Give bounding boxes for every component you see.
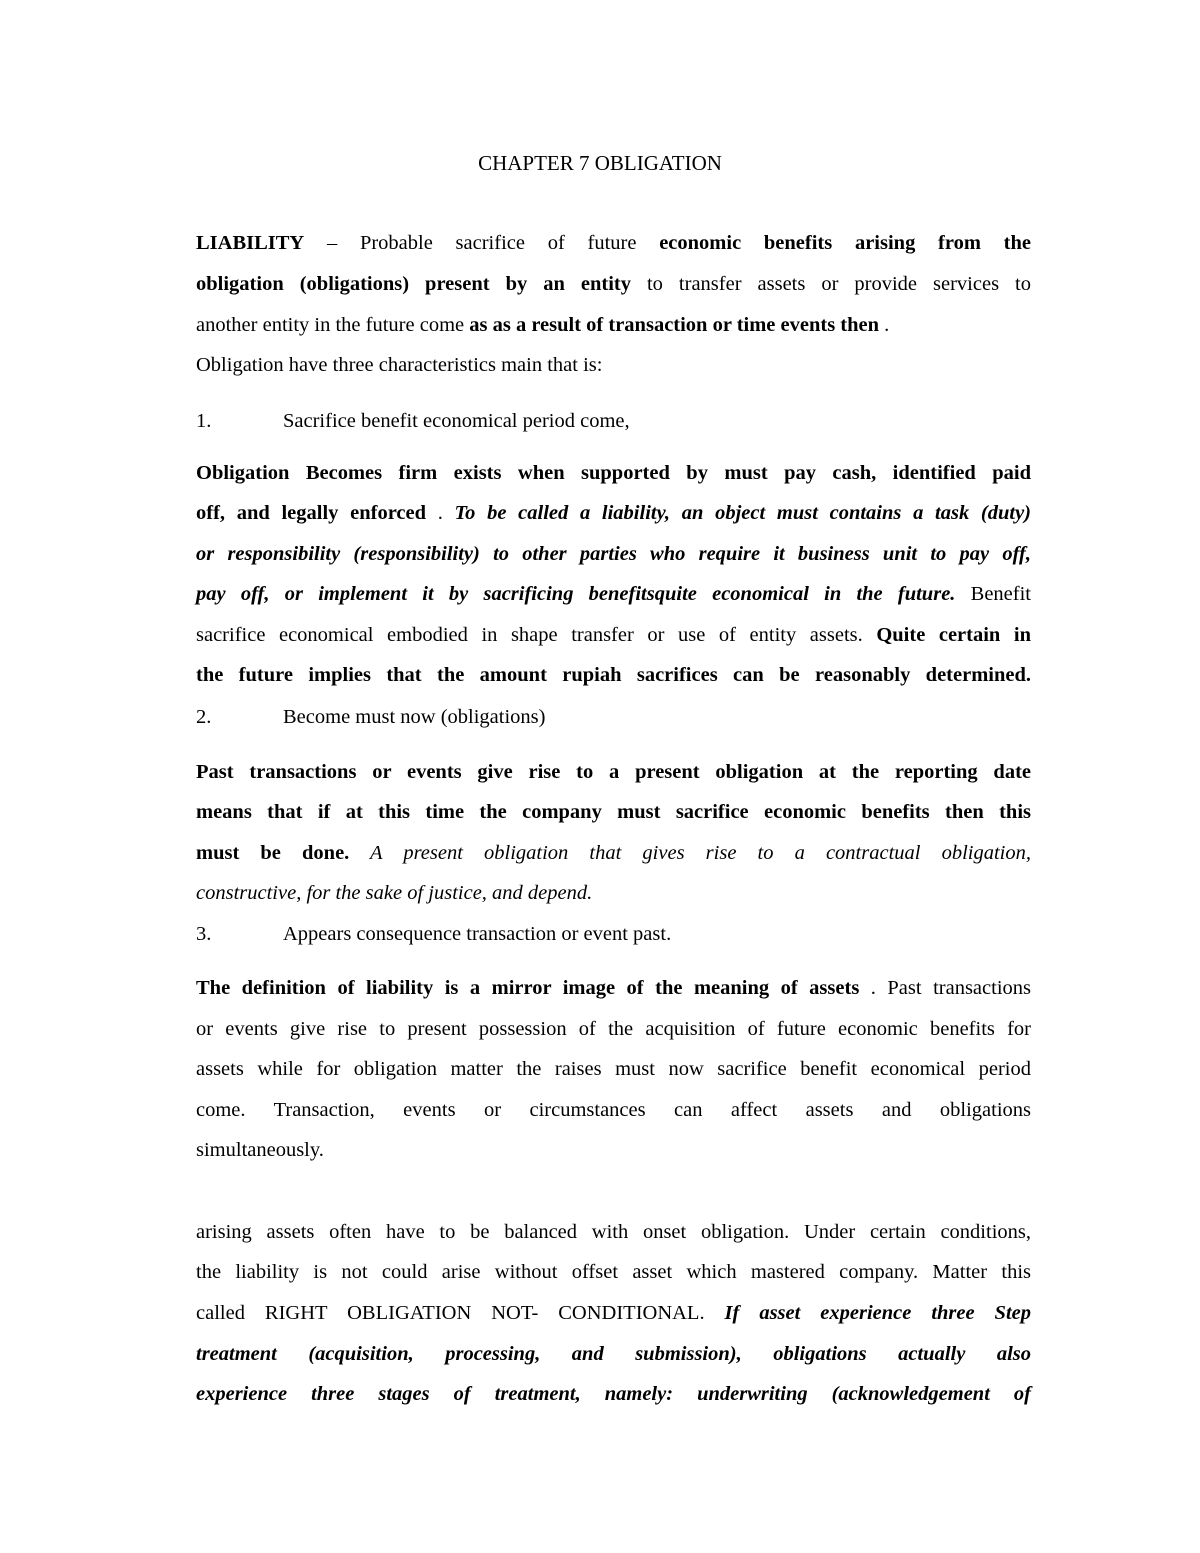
text-span: sacrifice economical embodied in shape transfer or use of entity assets. bbox=[196, 624, 877, 646]
list-item-2 bbox=[196, 704, 1031, 730]
text-span: another entity in the future come bbox=[196, 314, 470, 336]
p5-line-4: treatment (acquisition, processing, and submission), obligations actually also bbox=[196, 1343, 1031, 1365]
p3-line-2: means that if at this time the company must sacrifice economic benefits then this bbox=[196, 801, 1031, 823]
list-item-1 bbox=[196, 408, 1031, 434]
p4-line-3: assets while for obligation matter the raises must now sacrifice benefit economical period bbox=[196, 1058, 1031, 1080]
list-number: 1. bbox=[196, 410, 212, 432]
text-span: to transfer assets or provide services to bbox=[630, 273, 1031, 295]
term-liability: LIABILITY bbox=[196, 232, 305, 254]
p2-line-6: the future implies that the amount rupiah sacrifices can be reasonably determined. bbox=[196, 664, 1031, 686]
bold-span: off, and legally enforced bbox=[196, 502, 427, 524]
p4-line-1 bbox=[196, 975, 1031, 1001]
p3-line-1: Past transactions or events give rise to a present obligation at the reporting date bbox=[196, 761, 1031, 783]
italic-span: A present obligation that gives rise to a contractual obligation, bbox=[349, 842, 1031, 864]
bold-span: Quite certain in bbox=[876, 624, 1031, 646]
p2-line-5 bbox=[196, 622, 1031, 648]
bold-italic-span: To be called a liability, an object must contains a task (duty) bbox=[454, 502, 1031, 524]
text-span: Benefit bbox=[955, 583, 1031, 605]
text-span: . Past transactions bbox=[859, 977, 1031, 999]
list-text: Become must now (obligations) bbox=[283, 706, 546, 728]
bold-italic-span: pay off, or implement it by sacrificing benefitsquite economical in the future. bbox=[196, 583, 956, 605]
bold-italic-span: If asset experience three Step bbox=[724, 1302, 1031, 1324]
chapter-title: CHAPTER 7 OBLIGATION bbox=[478, 151, 722, 175]
p2-line-4 bbox=[196, 581, 1031, 607]
list-text: Appears consequence transaction or event past. bbox=[283, 923, 672, 945]
bold-span: as as a result of transaction or time events then bbox=[469, 314, 880, 336]
bold-span: obligation (obligations) present by an entity bbox=[196, 273, 631, 295]
text-span: . bbox=[426, 502, 455, 524]
p2-line-3: or responsibility (responsibility) to other parties who require it business unit to pay off, bbox=[196, 543, 1031, 565]
p3-line-4: constructive, for the sake of justice, and depend. bbox=[196, 882, 593, 904]
p5-line-3 bbox=[196, 1300, 1031, 1326]
bold-span: must be done. bbox=[196, 842, 350, 864]
p4-line-5: simultaneously. bbox=[196, 1139, 324, 1161]
p1-line-2 bbox=[196, 271, 1031, 297]
bold-span: The definition of liability is a mirror image of the meaning of assets bbox=[196, 977, 860, 999]
p2-line-2 bbox=[196, 500, 1031, 526]
list-number: 3. bbox=[196, 923, 212, 945]
list-text: Sacrifice benefit economical period come, bbox=[283, 410, 630, 432]
p3-line-3 bbox=[196, 840, 1031, 866]
text-span: . bbox=[879, 314, 890, 336]
p5-line-1: arising assets often have to be balanced with onset obligation. Under certain conditions, bbox=[196, 1221, 1031, 1243]
list-item-3 bbox=[196, 921, 1031, 947]
p1-line-1 bbox=[196, 230, 1031, 256]
p5-line-2: the liability is not could arise without offset asset which mastered company. Matter this bbox=[196, 1261, 1031, 1283]
list-number: 2. bbox=[196, 706, 212, 728]
p1-line-4: Obligation have three characteristics main that is: bbox=[196, 354, 603, 376]
p2-line-1: Obligation Becomes firm exists when supported by must pay cash, identified paid bbox=[196, 462, 1031, 484]
p4-line-2: or events give rise to present possession of the acquisition of future economic benefits for bbox=[196, 1018, 1031, 1040]
text-span: – Probable sacrifice of future bbox=[304, 232, 660, 254]
p4-line-4: come. Transaction, events or circumstances can affect assets and obligations bbox=[196, 1099, 1031, 1121]
text-span: called RIGHT OBLIGATION NOT- CONDITIONAL. bbox=[196, 1302, 725, 1324]
p1-line-3 bbox=[196, 312, 1031, 338]
p5-line-5: experience three stages of treatment, namely: underwriting (acknowledgement of bbox=[196, 1383, 1031, 1405]
bold-span: economic benefits arising from the bbox=[659, 232, 1031, 254]
